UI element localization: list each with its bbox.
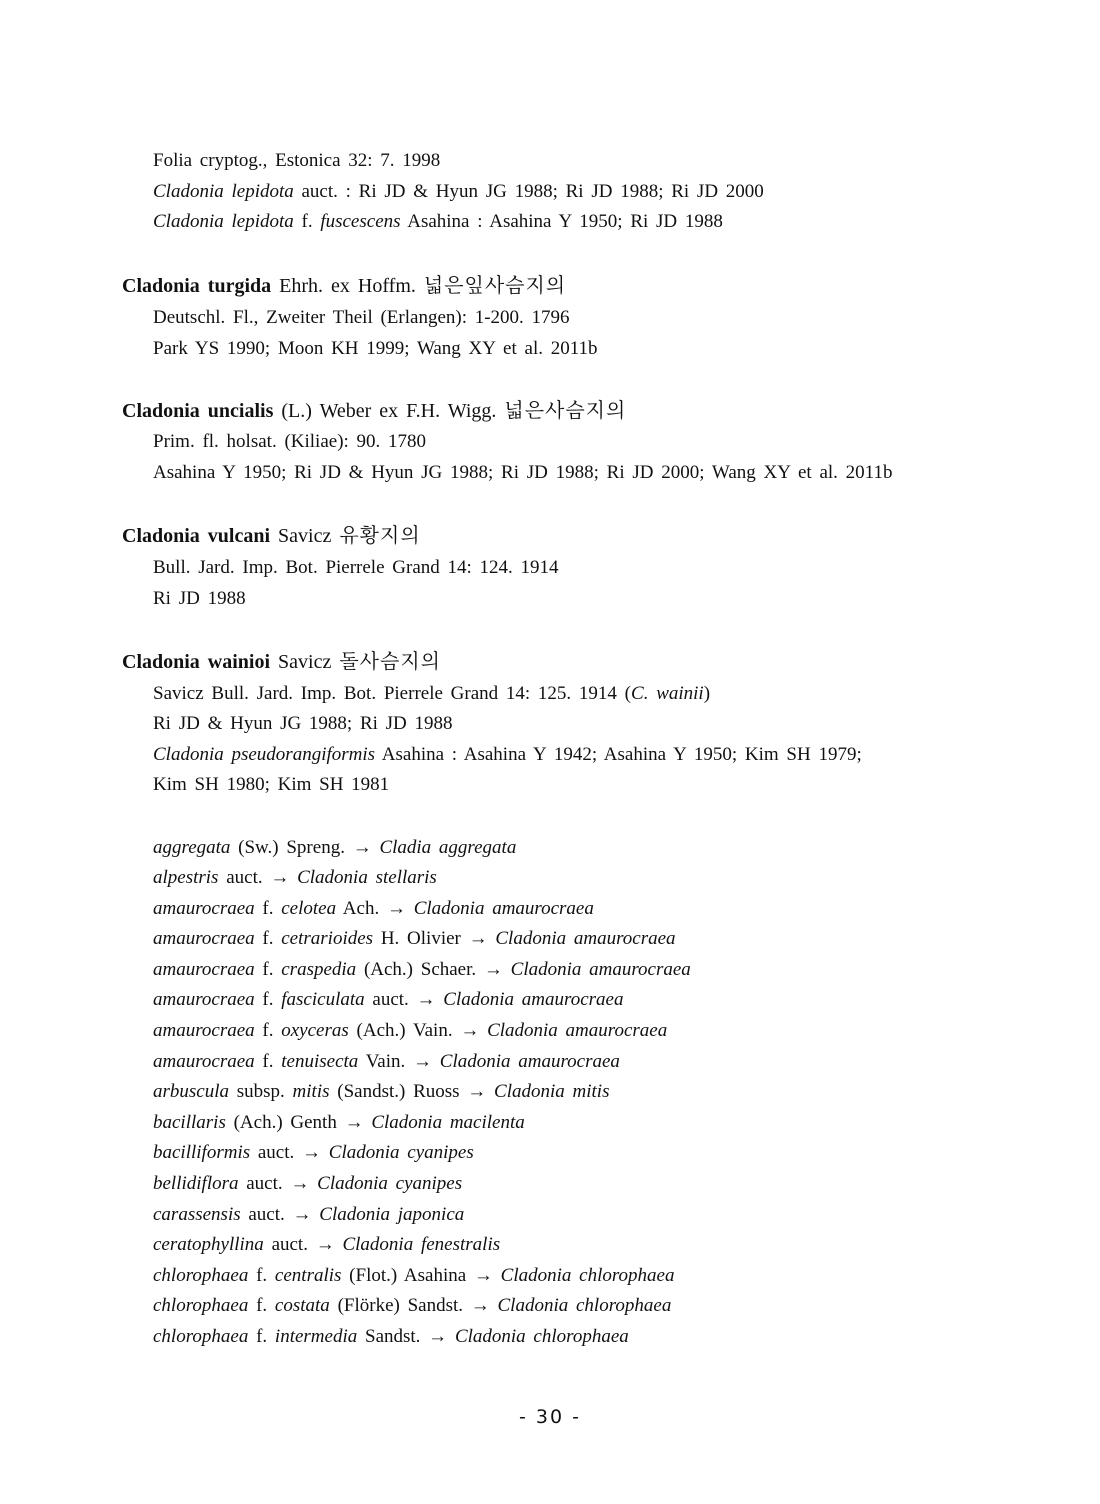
- species-heading-vulcani: [122, 523, 421, 548]
- taxon-name: Cladonia amaurocraea: [487, 1020, 668, 1041]
- taxon-name: chlorophaea: [153, 1326, 249, 1347]
- taxon-name: Cladonia amaurocraea: [439, 1051, 620, 1072]
- synonym-line: [153, 180, 764, 204]
- text-run: ): [703, 683, 711, 704]
- korean-name: 돌사슴지의: [339, 649, 441, 673]
- text-run: (Ach.) Vain. →: [348, 1020, 488, 1041]
- taxon-name: amaurocraea: [153, 1051, 255, 1072]
- species-heading-uncialis: [122, 398, 626, 423]
- text-run: Folia cryptog., Estonica 32: 7. 1998: [153, 150, 441, 171]
- taxon-name: Cladonia chlorophaea: [497, 1295, 672, 1316]
- text-run: f.: [254, 928, 282, 949]
- text-run: Prim. fl. holsat. (Kiliae): 90. 1780: [153, 431, 427, 452]
- text-run: Asahina : Asahina Y 1942; Asahina Y 1950; Kim SH 1979;: [375, 744, 862, 765]
- text-run: Ehrh. ex Hoffm.: [271, 275, 424, 297]
- text-run: Ach. →: [336, 898, 414, 919]
- taxon-name: Cladonia cyanipes: [328, 1142, 474, 1163]
- taxon-name: Cladonia amaurocraea: [443, 989, 624, 1010]
- species-heading-wainioi: [122, 649, 441, 674]
- text-run: f.: [254, 989, 282, 1010]
- list-item: [153, 927, 676, 951]
- taxon-name: Cladonia macilenta: [371, 1112, 525, 1133]
- taxon-name: arbuscula: [153, 1081, 229, 1102]
- text-run: Sandst. →: [357, 1326, 455, 1347]
- text-run: auct. →: [364, 989, 444, 1010]
- taxon-name: Cladonia fenestralis: [342, 1234, 501, 1255]
- list-item: [153, 988, 623, 1012]
- taxon-name: Cladonia lepidota: [153, 211, 294, 232]
- text-run: auct. : Ri JD & Hyun JG 1988; Ri JD 1988; Ri JD 2000: [293, 181, 764, 202]
- synonym-line: [153, 210, 723, 234]
- taxon-name: fasciculata: [281, 989, 365, 1010]
- citation-line: [153, 149, 440, 173]
- taxon-name: mitis: [292, 1081, 330, 1102]
- taxon-name: carassensis: [153, 1204, 241, 1225]
- text-run: (Flörke) Sandst. →: [329, 1295, 498, 1316]
- taxon-name: Cladonia lepidota: [153, 181, 294, 202]
- species-name: Cladonia vulcani: [122, 525, 271, 547]
- list-item: [153, 1325, 629, 1349]
- text-run: f.: [254, 1051, 282, 1072]
- text-run: (Flot.) Asahina →: [341, 1265, 501, 1286]
- taxon-name: costata: [274, 1295, 330, 1316]
- taxon-name: C. wainii: [631, 683, 704, 704]
- text-run: f.: [254, 898, 282, 919]
- taxon-name: amaurocraea: [153, 928, 255, 949]
- text-run: Ri JD 1988: [153, 588, 246, 609]
- taxon-name: fuscescens: [320, 211, 401, 232]
- text-run: (Ach.) Genth →: [225, 1112, 372, 1133]
- taxon-name: Cladonia japonica: [319, 1204, 465, 1225]
- taxon-name: Cladonia pseudorangiformis: [153, 744, 376, 765]
- taxon-name: Cladia aggregata: [379, 837, 517, 858]
- text-run: Savicz: [270, 651, 340, 673]
- list-item: [153, 897, 594, 921]
- list-item: [153, 1264, 675, 1288]
- species-heading-turgida: [122, 273, 566, 298]
- text-run: (L.) Weber ex F.H. Wigg.: [273, 400, 505, 422]
- text-run: auct. →: [218, 867, 298, 888]
- taxon-name: cetrarioides: [281, 928, 374, 949]
- synonym-line: [153, 773, 389, 797]
- text-run: f.: [248, 1265, 275, 1286]
- text-run: f.: [293, 211, 321, 232]
- species-name: Cladonia wainioi: [122, 651, 271, 673]
- list-item: [153, 866, 437, 890]
- text-run: Asahina : Asahina Y 1950; Ri JD 1988: [400, 211, 723, 232]
- text-run: auct. →: [250, 1142, 329, 1163]
- taxon-name: alpestris: [153, 867, 219, 888]
- reference-line: [153, 712, 453, 736]
- text-run: Ri JD & Hyun JG 1988; Ri JD 1988: [153, 713, 453, 734]
- reference-line: [153, 337, 598, 361]
- list-item: [153, 1172, 462, 1196]
- list-item: [153, 1141, 474, 1165]
- text-run: Asahina Y 1950; Ri JD & Hyun JG 1988; Ri JD 1988; Ri JD 2000; Wang XY et al. 2011b: [153, 462, 893, 483]
- text-run: subsp.: [229, 1081, 293, 1102]
- taxon-name: ceratophyllina: [153, 1234, 264, 1255]
- citation-line: [153, 556, 559, 580]
- citation-line: [153, 306, 570, 330]
- citation-line: [153, 430, 426, 454]
- text-run: f.: [254, 1020, 282, 1041]
- list-item: [153, 1050, 620, 1074]
- taxon-name: bacillaris: [153, 1112, 226, 1133]
- taxon-name: celotea: [281, 898, 337, 919]
- text-run: f.: [248, 1326, 275, 1347]
- text-run: (Sandst.) Ruoss →: [329, 1081, 495, 1102]
- taxon-name: Cladonia mitis: [494, 1081, 610, 1102]
- taxon-name: Cladonia chlorophaea: [500, 1265, 675, 1286]
- text-run: (Sw.) Spreng. →: [230, 837, 380, 858]
- list-item: [153, 1294, 671, 1318]
- list-item: [153, 1203, 464, 1227]
- citation-line: [153, 682, 710, 706]
- taxon-name: amaurocraea: [153, 989, 255, 1010]
- text-run: Park YS 1990; Moon KH 1999; Wang XY et al. 2011b: [153, 338, 598, 359]
- list-item: [153, 958, 691, 982]
- taxon-name: Cladonia cyanipes: [317, 1173, 463, 1194]
- text-run: Vain. →: [358, 1051, 440, 1072]
- text-run: Savicz Bull. Jard. Imp. Bot. Pierrele Grand 14: 125. 1914 (: [153, 683, 632, 704]
- text-run: Bull. Jard. Imp. Bot. Pierrele Grand 14: 124. 1914: [153, 557, 559, 578]
- taxon-name: intermedia: [274, 1326, 358, 1347]
- taxon-name: Cladonia stellaris: [297, 867, 437, 888]
- list-item: [153, 1233, 500, 1257]
- taxon-name: Cladonia amaurocraea: [413, 898, 594, 919]
- text-run: auct. →: [263, 1234, 343, 1255]
- list-item: [153, 1019, 667, 1043]
- taxon-name: oxyceras: [281, 1020, 349, 1041]
- taxon-name: bacilliformis: [153, 1142, 251, 1163]
- list-item: [153, 1111, 525, 1135]
- reference-line: [153, 587, 246, 611]
- text-run: Deutschl. Fl., Zweiter Theil (Erlangen): 1-200. 1796: [153, 307, 570, 328]
- korean-name: 넓은잎사슴지의: [423, 273, 567, 297]
- taxon-name: amaurocraea: [153, 898, 255, 919]
- species-name: Cladonia turgida: [122, 275, 272, 297]
- species-name: Cladonia uncialis: [122, 400, 274, 422]
- text-run: f.: [248, 1295, 275, 1316]
- text-run: Savicz: [270, 525, 340, 547]
- taxon-name: chlorophaea: [153, 1295, 249, 1316]
- text-run: Kim SH 1980; Kim SH 1981: [153, 774, 390, 795]
- text-run: auct. →: [238, 1173, 318, 1194]
- text-run: (Ach.) Schaer. →: [356, 959, 511, 980]
- list-item: [153, 836, 516, 860]
- page-number: - 30 -: [519, 1406, 581, 1428]
- synonym-line: [153, 743, 862, 767]
- korean-name: 넓은사슴지의: [504, 398, 627, 422]
- taxon-name: centralis: [274, 1265, 342, 1286]
- text-run: H. Olivier →: [373, 928, 496, 949]
- taxon-name: Cladonia amaurocraea: [495, 928, 676, 949]
- taxon-name: bellidiflora: [153, 1173, 239, 1194]
- taxon-name: Cladonia chlorophaea: [454, 1326, 629, 1347]
- reference-line: [153, 461, 892, 485]
- taxon-name: chlorophaea: [153, 1265, 249, 1286]
- taxon-name: Cladonia amaurocraea: [510, 959, 691, 980]
- text-run: auct. →: [240, 1204, 320, 1225]
- text-run: f.: [254, 959, 282, 980]
- taxon-name: tenuisecta: [281, 1051, 359, 1072]
- taxon-name: amaurocraea: [153, 1020, 255, 1041]
- taxon-name: craspedia: [281, 959, 357, 980]
- list-item: [153, 1080, 609, 1104]
- taxon-name: aggregata: [153, 837, 231, 858]
- korean-name: 유황지의: [339, 523, 421, 547]
- taxon-name: amaurocraea: [153, 959, 255, 980]
